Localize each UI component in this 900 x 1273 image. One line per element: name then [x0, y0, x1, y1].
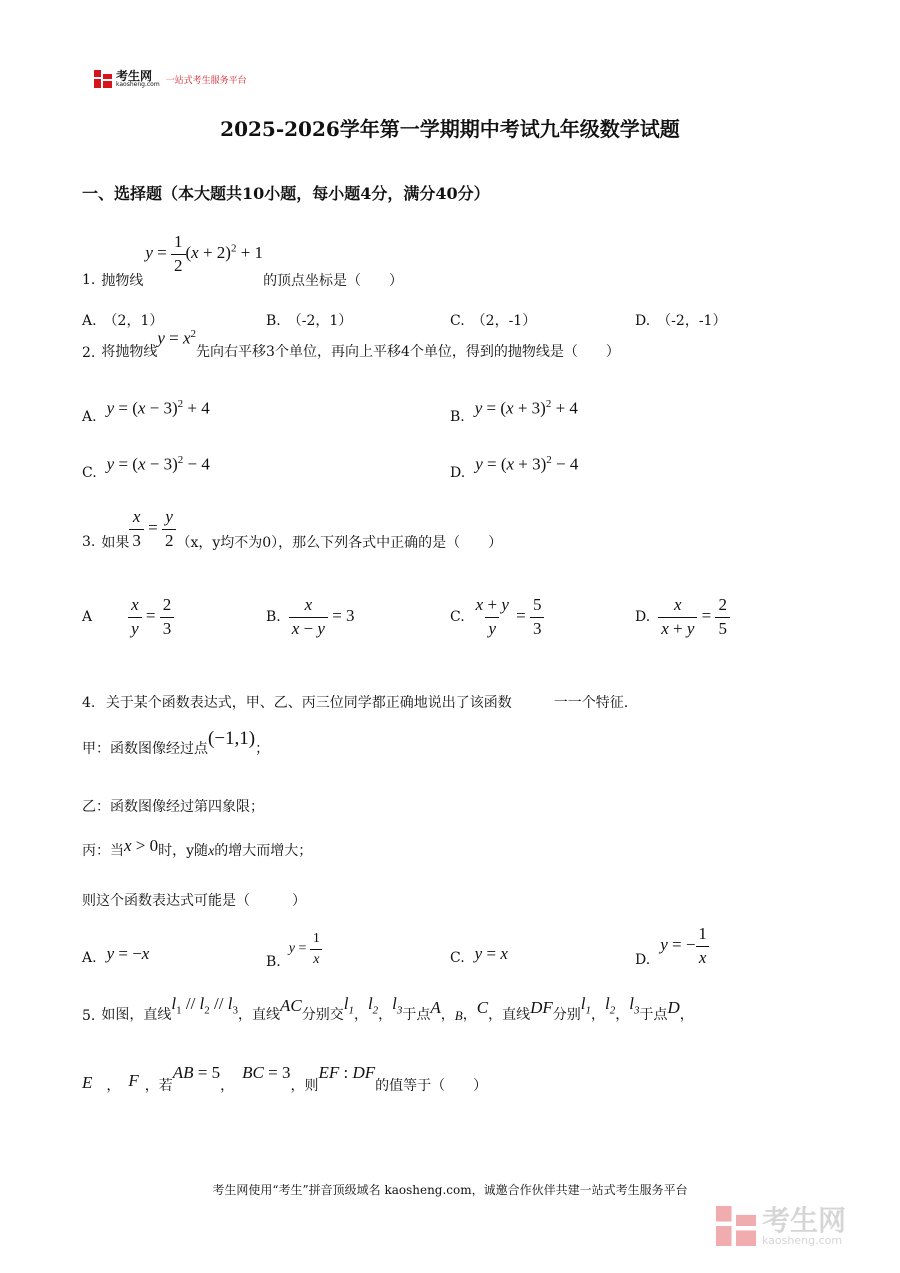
- q3-option-a: [82, 596, 174, 638]
- q5-math-l3b: $l_3$: [629, 994, 640, 1017]
- question-5-line2: [82, 1063, 488, 1095]
- q2-label-b: B.: [450, 408, 465, 425]
- header-logo: [94, 70, 247, 88]
- q4-formula-d: y = − $\frac{1}{x}$: [660, 925, 710, 967]
- watermark: [716, 1203, 847, 1247]
- question-4: [82, 692, 628, 712]
- q4-number: 4.: [82, 695, 96, 711]
- q4-jia-text: 甲：函数图像经过点: [82, 741, 208, 757]
- q3-label-a: A: [82, 609, 93, 626]
- q5-math-l3: $l_3$: [392, 994, 403, 1017]
- q5-math-l1: $l_1$: [343, 994, 354, 1017]
- q5-text: 分别交: [301, 1007, 344, 1024]
- q5-text: ，: [615, 1007, 630, 1024]
- q4-bing-post: 的增大而增大；: [214, 843, 313, 859]
- q4-label-a: A.: [82, 950, 97, 966]
- q3-option-c: [450, 596, 544, 638]
- q5-text: 于点: [639, 1007, 668, 1024]
- q3-label-d: D.: [635, 609, 651, 626]
- page-title: 2025-2026学年第一学期期中考试九年级数学试题: [220, 117, 680, 141]
- q4-stem: 关于某个函数表达式，甲、乙、丙三位同学都正确地说出了该函数 一一个特征.: [105, 695, 629, 711]
- q5-text: ，: [220, 1078, 235, 1094]
- q2-label-d: D.: [450, 464, 466, 481]
- q1-option-b: B. （-2，1）: [266, 313, 353, 329]
- q3-label-b: B.: [266, 609, 281, 626]
- q2-number: 2.: [82, 344, 96, 361]
- q2-formula-b: $y = (x + 3)^2 + 4$: [474, 398, 578, 418]
- q3-formula-d: $\frac{x}{x + y}$ = $\frac{2}{5}$: [658, 596, 730, 638]
- q4-formula-b: y = $\frac{1}{x}$: [289, 931, 323, 967]
- q4-label-c: C.: [450, 950, 465, 966]
- q4-formula-c: y = x: [474, 944, 508, 963]
- question-1: [82, 228, 403, 290]
- q5-text: 于点: [402, 1007, 431, 1024]
- q4-yi: 乙：函数图像经过第四象限；: [82, 799, 264, 815]
- kaosheng-logo-icon: [94, 70, 112, 88]
- q2-formula-c: $y = (x - 3)^2 - 4$: [106, 454, 210, 474]
- q4-point: (−1,1): [208, 728, 256, 749]
- q3-pre: 如果: [101, 535, 130, 551]
- q1-option-c: C. （2，-1）: [450, 313, 537, 329]
- q5-text: ，: [591, 1007, 605, 1024]
- q5-math-b: B: [454, 1008, 463, 1024]
- q5-text: 分别: [552, 1007, 581, 1024]
- q4-bing-mid: 时，y随: [158, 843, 209, 859]
- q4-label-b: B.: [266, 954, 281, 970]
- q5-text: ，: [679, 1007, 694, 1024]
- q5-math-ab: AB = 5: [172, 1063, 221, 1082]
- q2-label-a: A.: [82, 408, 97, 425]
- q5-math-l2: $l_2$: [367, 994, 379, 1017]
- q1-option-d: D. （-2，-1）: [635, 313, 727, 329]
- q2-option-b: [450, 398, 578, 425]
- q1-pre: 抛物线: [101, 273, 144, 289]
- q4-option-b: [266, 928, 323, 970]
- q2-pre: 将抛物线: [101, 343, 158, 360]
- q3-formula-c: $\frac{x + y}{y}$ = $\frac{5}{3}$: [473, 596, 545, 638]
- q3-formula: $\frac{x}{3}$ = $\frac{y}{2}$: [129, 508, 176, 550]
- q3-option-d: [635, 596, 730, 638]
- logo-slogan: 一站式考生服务平台: [165, 75, 247, 86]
- q4-label-d: D.: [635, 952, 651, 968]
- q5-math-parallel: $l_1 // l_2 // l_3$: [171, 994, 238, 1017]
- q5-math-c: C: [476, 998, 489, 1018]
- q2-option-a: [82, 398, 210, 425]
- q3-formula-b: $\frac{x}{x - y}$ = 3: [289, 596, 355, 638]
- q2-label-c: C.: [82, 464, 97, 481]
- question-5: [82, 994, 694, 1025]
- q5-math-df: DF: [530, 998, 553, 1018]
- q1-option-a: A. （2，1）: [82, 313, 164, 329]
- q5-text: ，: [106, 1078, 121, 1094]
- q5-math-l1b: $l_1$: [580, 994, 591, 1017]
- q2-formula-d: $y = (x + 3)^2 - 4$: [475, 454, 579, 474]
- q5-text: ，: [353, 1007, 368, 1024]
- q2-option-d: [450, 454, 579, 481]
- q5-math-a: A: [430, 998, 441, 1018]
- q5-text: ，直线: [488, 1007, 531, 1024]
- q5-math-bc: BC = 3: [242, 1063, 291, 1082]
- q4-option-d: [635, 924, 710, 968]
- q4-bing-cond: x > 0: [124, 836, 159, 855]
- q4-option-a: [82, 946, 149, 966]
- q1-post: 的顶点坐标是（ ）: [263, 273, 404, 289]
- q5-math-f: F: [128, 1071, 139, 1090]
- q2-formula: $y = x^2$: [157, 328, 197, 348]
- watermark-name: 考生网: [762, 1203, 847, 1237]
- section-heading: 一、选择题（本大题共10小题，每小题4分，满分40分）: [82, 184, 490, 203]
- q5-text: ，: [440, 1007, 455, 1024]
- q4-jia: 甲：函数图像经过点 (−1,1) ；: [82, 728, 270, 757]
- q5-text: ，: [462, 1007, 477, 1024]
- q3-option-b: [266, 596, 355, 638]
- q4-bing-x: x: [208, 844, 215, 859]
- q3-number: 3.: [82, 534, 96, 550]
- q2-post: 先向右平移3个单位，再向上平移4个单位，得到的抛物线是（ ）: [196, 343, 620, 360]
- footer-text: 考生网使用“考生”拼音顶级域名 kaosheng.com，诚邀合作伙伴共建一站式考生服务平台: [212, 1183, 688, 1197]
- q2-formula-a: $y = (x - 3)^2 + 4$: [106, 398, 210, 418]
- q1-formula: y = $\frac{1}{2}$ $(x + 2)^2 + 1$: [145, 231, 264, 275]
- q4-bing-pre: 丙：当: [82, 843, 124, 859]
- question-3: [82, 506, 503, 552]
- q5-math-l2b: $l_2$: [605, 994, 616, 1017]
- q5-text: ，若: [144, 1078, 173, 1094]
- q5-number: 5.: [82, 1008, 96, 1025]
- q5-text: 的值等于（ ）: [375, 1078, 488, 1094]
- q4-formula-a: y = −x: [106, 944, 150, 963]
- q3-formula-a: $\frac{x}{y}$ = $\frac{2}{3}$: [128, 596, 174, 638]
- q2-option-c: [82, 454, 210, 481]
- logo-domain: kaosheng.com: [116, 81, 160, 88]
- q5-text: ，: [378, 1007, 393, 1024]
- q5-math-ratio: EF : DF: [318, 1063, 376, 1082]
- q3-post: （x，y均不为0），那么下列各式中正确的是（ ）: [176, 535, 503, 551]
- logo-name: 考生网: [116, 69, 153, 83]
- q3-label-c: C.: [450, 609, 465, 626]
- q5-math-e: E: [82, 1073, 93, 1092]
- question-2: [82, 328, 620, 361]
- q4-option-c: [450, 946, 508, 966]
- q5-math-d: D: [667, 998, 680, 1018]
- q5-text: ，直线: [237, 1007, 280, 1024]
- q5-text: ，则: [290, 1078, 319, 1094]
- watermark-domain: kaosheng.com: [762, 1233, 843, 1247]
- q4-ask: 则这个函数表达式可能是（ ）: [82, 893, 306, 909]
- q5-math-ac: AC: [279, 996, 302, 1016]
- kaosheng-watermark-icon: [716, 1206, 756, 1246]
- q4-bing: [82, 836, 313, 860]
- q5-text: 如图，直线: [101, 1007, 172, 1024]
- q1-number: 1.: [82, 272, 96, 288]
